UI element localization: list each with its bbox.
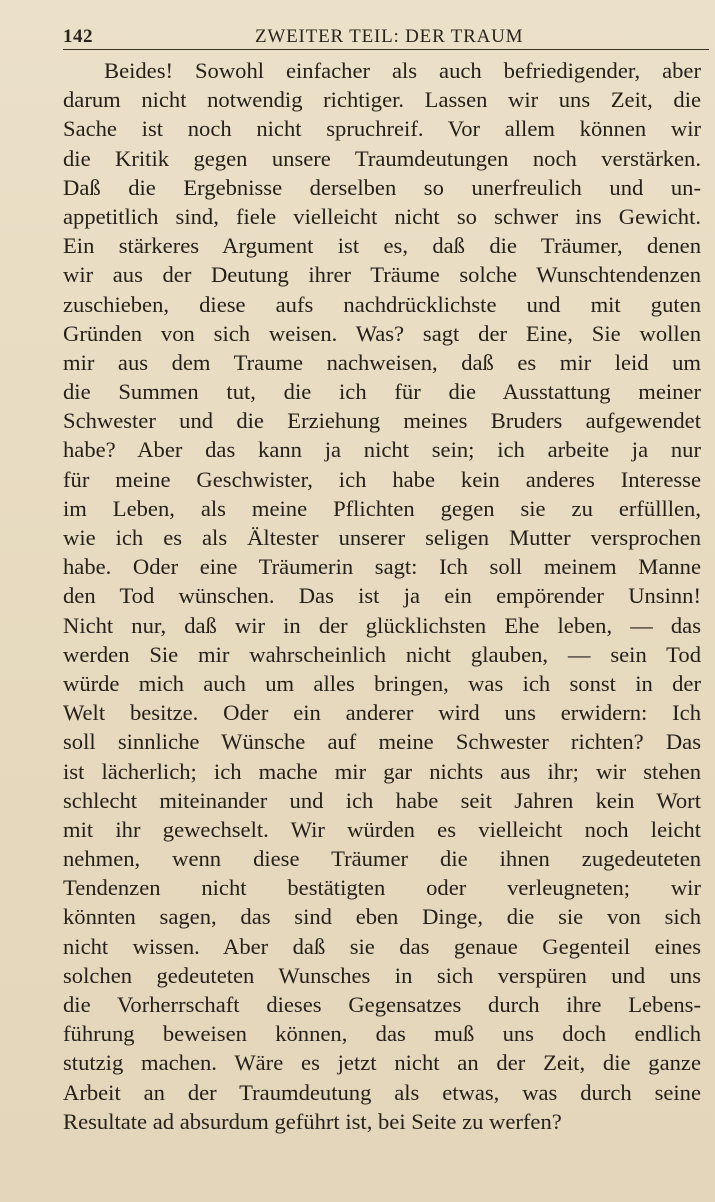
text-line: die Kritik gegen unsere Traumdeutungen noch verstärken.	[63, 145, 701, 171]
text-line: zuschieben, diese aufs nachdrücklichste und mit guten	[63, 291, 701, 317]
text-line: stutzig machen. Wäre es jetzt nicht an der Zeit, die ganze	[63, 1050, 701, 1076]
text-line: wir aus der Deutung ihrer Träume solche Wunschtendenzen	[63, 262, 701, 288]
text-line: die Summen tut, die ich für die Ausstattung meiner	[63, 379, 701, 405]
text-line: schlecht miteinander und ich habe seit Jahren kein Wort	[63, 787, 701, 813]
text-line: Gründen von sich weisen. Was? sagt der Eine, Sie wollen	[63, 320, 701, 346]
header-rule	[63, 49, 709, 50]
text-line: mit ihr gewechselt. Wir würden es vielleicht noch leicht	[63, 816, 701, 842]
text-line: Tendenzen nicht bestätigten oder verleugneten; wir	[63, 875, 701, 901]
page-number: 142	[63, 26, 93, 47]
text-line: habe. Oder eine Träumerin sagt: Ich soll meinem Manne	[63, 554, 701, 580]
text-line: werden Sie mir wahrscheinlich nicht glauben, — sein Tod	[63, 641, 701, 667]
text-line: Arbeit an der Traumdeutung als etwas, was durch seine	[63, 1079, 701, 1105]
text-line: ist lächerlich; ich mache mir gar nichts aus ihr; wir stehen	[63, 758, 701, 784]
text-line: appetitlich sind, fiele vielleicht nicht so schwer ins Gewicht.	[63, 203, 701, 229]
text-line: den Tod wünschen. Das ist ja ein empörender Unsinn!	[63, 583, 701, 609]
text-line: könnten sagen, das sind eben Dinge, die sie von sich	[63, 904, 701, 930]
body-text	[63, 56, 701, 1136]
page-header	[63, 24, 709, 52]
text-line: Resultate ad absurdum geführt ist, bei Seite zu werfen?	[63, 1108, 562, 1134]
text-line: Ein stärkeres Argument ist es, daß die Träumer, denen	[63, 233, 701, 259]
text-line: Beides! Sowohl einfacher als auch befriedigender, aber	[104, 58, 701, 83]
running-head: ZWEITER TEIL: DER TRAUM	[255, 26, 524, 47]
text-line: würde mich auch um alles bringen, was ich sonst in der	[63, 670, 701, 696]
text-line: die Vorherrschaft dieses Gegensatzes durch ihre Lebens-	[63, 992, 701, 1017]
text-line: mir aus dem Traume nachweisen, daß es mir leid um	[63, 349, 701, 375]
text-line: wie ich es als Ältester unserer seligen Mutter versprochen	[63, 525, 701, 550]
text-line: darum nicht notwendig richtiger. Lassen wir uns Zeit, die	[63, 87, 701, 113]
text-line: im Leben, als meine Pflichten gegen sie zu erfülllen,	[63, 495, 701, 521]
text-line: nehmen, wenn diese Träumer die ihnen zugedeuteten	[63, 846, 701, 872]
text-line: Daß die Ergebnisse derselben so unerfreulich und un-	[63, 174, 701, 200]
text-line: nicht wissen. Aber daß sie das genaue Gegenteil eines	[63, 933, 701, 959]
text-line: für meine Geschwister, ich habe kein anderes Interesse	[63, 466, 701, 492]
text-line: Welt besitze. Oder ein anderer wird uns erwidern: Ich	[63, 700, 701, 726]
text-line: Sache ist noch nicht spruchreif. Vor allem können wir	[63, 116, 701, 142]
text-line: führung beweisen können, das muß uns doch endlich	[63, 1021, 701, 1047]
text-line: Nicht nur, daß wir in der glücklichsten Ehe leben, — das	[63, 612, 701, 638]
text-line: soll sinnliche Wünsche auf meine Schwester richten? Das	[63, 729, 701, 755]
text-line: habe? Aber das kann ja nicht sein; ich arbeite ja nur	[63, 437, 701, 463]
text-line: solchen gedeuteten Wunsches in sich verspüren und uns	[63, 962, 701, 988]
text-line: Schwester und die Erziehung meines Bruders aufgewendet	[63, 408, 701, 434]
